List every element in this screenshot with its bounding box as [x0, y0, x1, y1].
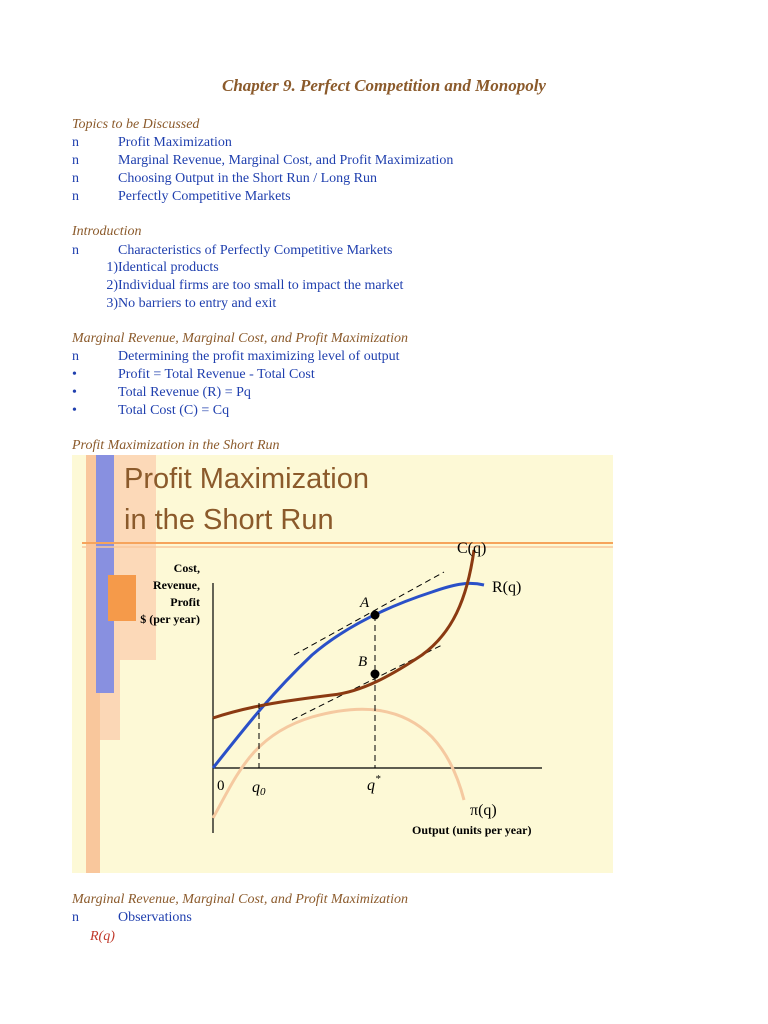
point-b-marker	[371, 670, 380, 679]
section-heading-short-run: Profit Maximization in the Short Run	[72, 438, 280, 453]
section-heading-mr-mc: Marginal Revenue, Marginal Cost, and Profit Maximization	[72, 331, 408, 346]
section-heading-mr-mc-2: Marginal Revenue, Marginal Cost, and Profit Maximization	[72, 892, 408, 907]
slide-title-line1: Profit Maximization	[124, 463, 369, 495]
chapter-title: Chapter 9. Perfect Competition and Monopoly	[222, 76, 546, 95]
figure-svg	[72, 455, 613, 873]
cost-curve-label: C(q)	[457, 540, 487, 557]
trailing-text: R(q)	[90, 929, 115, 944]
point-a-marker	[371, 611, 380, 620]
section-heading-introduction: Introduction	[72, 224, 142, 239]
decor-square-orange	[108, 575, 136, 621]
profit-curve-label: π(q)	[470, 802, 497, 819]
ylabel-line4: $ (per year)	[140, 612, 200, 626]
slide-title-line2: in the Short Run	[124, 504, 334, 536]
ylabel-line3: Profit	[170, 595, 200, 609]
ylabel-line1: Cost,	[173, 561, 200, 575]
revenue-curve-label: R(q)	[492, 579, 522, 596]
q0-label: q0	[252, 779, 266, 798]
point-b-label: B	[358, 654, 368, 670]
point-a-label: A	[360, 595, 370, 611]
xlabel: Output (units per year)	[412, 823, 532, 837]
qstar-label: q*	[367, 773, 381, 794]
origin-label: 0	[217, 778, 225, 794]
profit-maximization-figure	[72, 455, 613, 873]
ylabel-line2: Revenue,	[153, 578, 200, 592]
decor-bar-blue	[96, 455, 114, 693]
section-heading-topics: Topics to be Discussed	[72, 117, 200, 132]
